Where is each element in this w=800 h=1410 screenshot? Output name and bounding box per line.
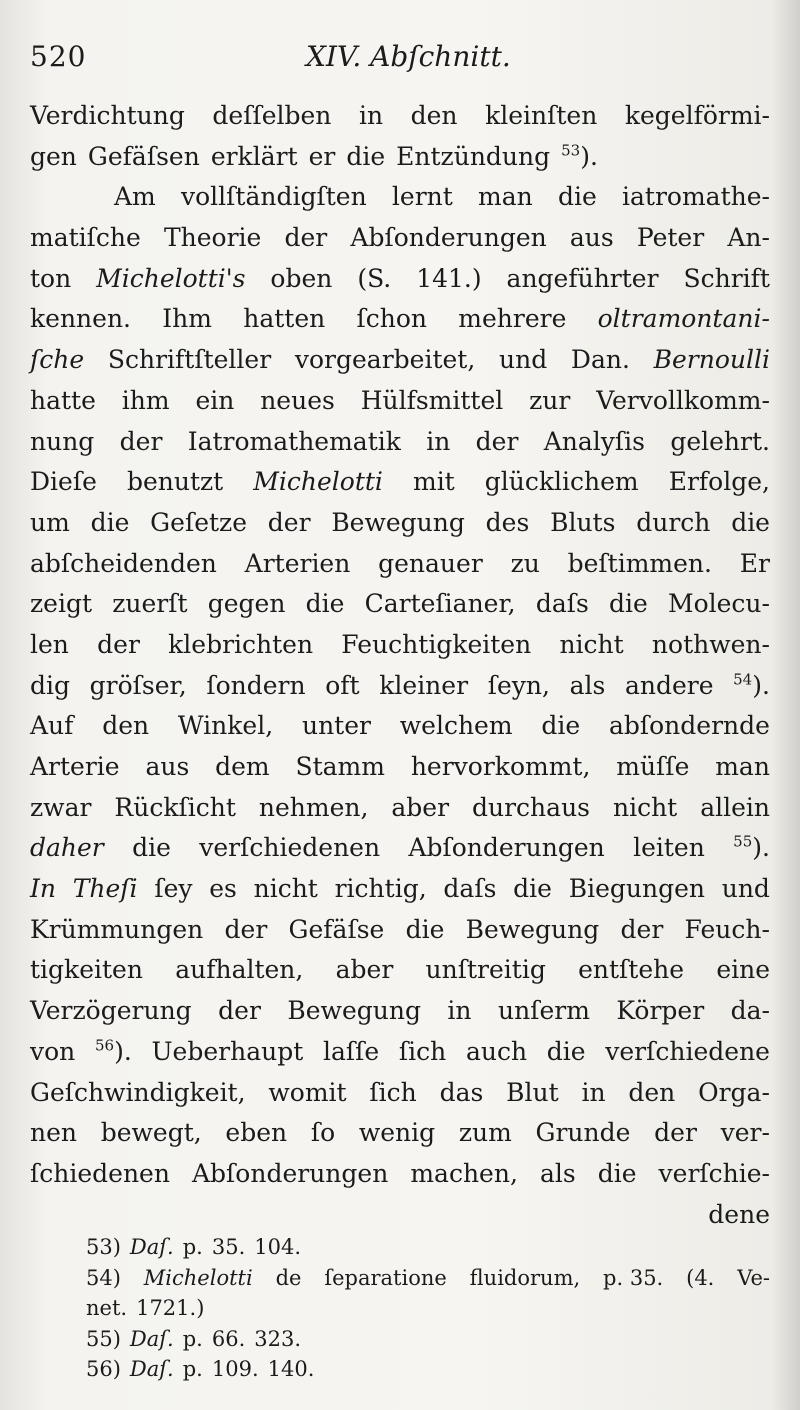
word: der — [224, 914, 268, 944]
word: die — [731, 507, 770, 537]
word: $^{53}$). — [561, 141, 598, 171]
word: oben — [270, 263, 333, 293]
word: 104. — [254, 1235, 302, 1259]
word: Bluts — [550, 507, 616, 537]
word: in — [358, 101, 384, 130]
word: in — [426, 426, 451, 456]
word: ſchiedenen — [30, 1158, 170, 1188]
footnote-line — [86, 1293, 770, 1324]
text-line — [30, 625, 770, 666]
word: Stamm — [295, 752, 385, 781]
word: daſs — [443, 874, 497, 904]
word: $^{56}$). — [94, 1036, 132, 1066]
footnote-line — [86, 1324, 770, 1355]
word: leiten — [633, 833, 705, 863]
word: Schrift — [683, 263, 770, 293]
word: Verzögerung — [30, 996, 192, 1026]
word: gelehrt. — [670, 426, 770, 456]
word: Analyſis — [543, 426, 646, 456]
word: p. 35. — [603, 1265, 664, 1290]
word: neues — [260, 385, 335, 415]
word: Theorie — [163, 223, 262, 253]
text-line — [30, 666, 770, 707]
word: Ve- — [737, 1265, 770, 1290]
word: net. — [86, 1296, 128, 1320]
word: den — [628, 1077, 676, 1107]
word: verſchiedenen — [199, 833, 381, 863]
word: laſſe — [322, 1036, 380, 1066]
text-line — [30, 137, 770, 178]
word: die — [609, 589, 648, 619]
word: die — [513, 874, 552, 904]
word: Dieſe — [30, 467, 97, 497]
word: hatte — [30, 385, 96, 415]
word: ſchon — [356, 304, 427, 334]
word: machen, — [410, 1158, 518, 1188]
word: Bewegung — [465, 914, 600, 944]
word: ſeparatione — [324, 1265, 447, 1290]
footnote-marker: 55 — [733, 833, 753, 852]
text-line — [30, 299, 770, 340]
word: ſich — [369, 1077, 417, 1107]
word: (S. — [357, 263, 392, 293]
word: ton — [30, 263, 72, 293]
footnote-number: 53) — [86, 1235, 121, 1259]
word: hatten — [243, 304, 326, 334]
page-edge-shadow — [772, 0, 800, 1410]
text-line — [30, 177, 770, 218]
text-line — [30, 869, 770, 910]
word: 323. — [254, 1326, 302, 1351]
word: Bernoulli — [653, 345, 770, 375]
word: die — [132, 833, 171, 863]
word: um — [30, 507, 70, 537]
word: der — [284, 223, 328, 253]
word: glücklichem — [484, 467, 639, 497]
word: in — [581, 1077, 606, 1107]
body-text — [30, 96, 770, 1235]
word: da- — [730, 996, 770, 1026]
word: Gefäſse — [288, 914, 385, 944]
word: daſs — [535, 589, 589, 619]
word: benutzt — [126, 467, 224, 497]
catchword — [30, 1195, 770, 1236]
word: er — [308, 141, 336, 171]
word: deſſelben — [212, 101, 332, 130]
word: nehmen, — [258, 792, 369, 822]
word: Vervollkomm- — [596, 385, 770, 415]
word: abſondernde — [608, 711, 770, 741]
word: ſo — [310, 1118, 336, 1148]
word: Schriftſteller — [107, 345, 272, 375]
word: die — [305, 589, 345, 619]
word: verſchiedene — [605, 1036, 770, 1066]
word: man — [715, 752, 770, 781]
word: ſondern — [206, 670, 306, 700]
word: aus — [569, 223, 614, 253]
word: allein — [700, 792, 770, 822]
word: unſerm — [498, 996, 590, 1026]
text-line — [30, 1113, 770, 1154]
word: bewegt, — [100, 1118, 202, 1148]
word: ver- — [720, 1118, 770, 1148]
text-line — [30, 1032, 770, 1073]
word: andere — [624, 670, 714, 700]
word: Abſonderungen — [191, 1158, 389, 1188]
word: und — [499, 345, 548, 375]
word: nung — [30, 426, 95, 456]
word: vollſtändigſten — [181, 182, 367, 212]
word: ihm — [121, 385, 170, 415]
word: Carteſianer, — [364, 589, 516, 619]
word: Iatromathematik — [187, 426, 401, 456]
word: matiſche — [30, 223, 141, 253]
word: zu — [510, 548, 540, 578]
word: oft — [325, 670, 360, 700]
word: ſche — [30, 345, 85, 375]
word: Am — [114, 182, 156, 212]
text-line — [30, 1073, 770, 1114]
word: eine — [716, 955, 770, 985]
word: Michelotti's — [96, 263, 246, 293]
word: vorgearbeitet, — [294, 345, 476, 375]
text-line — [30, 747, 770, 788]
word: der — [620, 914, 664, 944]
word: lernt — [391, 182, 453, 212]
word: kennen. — [30, 304, 131, 334]
word: klebrichten — [168, 629, 314, 659]
word: 66. — [211, 1326, 246, 1351]
word: kleinſten — [485, 101, 598, 130]
footnote-marker: 54 — [733, 670, 753, 689]
word: ſey — [154, 874, 193, 904]
word: Orga- — [698, 1077, 770, 1107]
word: nen — [30, 1118, 77, 1148]
running-head: XIV. Abſchnitt. — [306, 40, 511, 73]
word: Erfolge, — [668, 467, 770, 497]
word: Winkel, — [177, 711, 274, 741]
word: die — [90, 507, 130, 537]
word: und — [721, 874, 770, 904]
word: verſchie- — [658, 1158, 770, 1188]
word: es — [209, 874, 237, 904]
word: nothwen- — [651, 629, 770, 659]
word: ſeyn, — [487, 670, 550, 700]
word: Grunde — [535, 1118, 631, 1148]
word: iatromathe- — [622, 182, 770, 212]
text-line — [30, 788, 770, 829]
word: als — [569, 670, 606, 700]
word: p. — [182, 1357, 203, 1381]
footnote-number: 55) — [86, 1326, 121, 1351]
word: als — [539, 1158, 576, 1188]
word: ein — [195, 385, 235, 415]
word: fluidorum, — [469, 1265, 581, 1290]
word: dem — [215, 752, 270, 781]
word: ſich — [398, 1036, 447, 1066]
word: gröſser, — [89, 670, 187, 700]
word: der — [475, 426, 519, 456]
word: Peter — [636, 223, 705, 253]
word: richtig, — [334, 874, 427, 904]
word: Körper — [616, 996, 705, 1026]
text-line — [30, 1154, 770, 1195]
word: Arterie — [30, 752, 120, 781]
word: kleiner — [379, 670, 469, 700]
word: die — [541, 711, 581, 741]
text-line — [30, 991, 770, 1032]
word: aber — [391, 792, 450, 822]
word: 35. — [211, 1235, 246, 1259]
word: die — [346, 141, 386, 171]
word: Abſonderungen — [408, 833, 605, 863]
word: welchem — [399, 711, 513, 741]
word: Feuch- — [684, 914, 770, 944]
word: Daſ. — [129, 1235, 174, 1259]
text-line — [30, 422, 770, 463]
footnote-line — [86, 1263, 770, 1294]
word: müſſe — [616, 752, 690, 781]
word: zur — [529, 385, 571, 415]
word: $^{54}$). — [733, 670, 770, 700]
word: aber — [335, 955, 394, 985]
word: die — [405, 914, 445, 944]
word: durch — [636, 507, 711, 537]
word: des — [485, 507, 530, 537]
word: 140. — [267, 1357, 315, 1381]
text-line — [30, 259, 770, 300]
word: unſtreitig — [425, 955, 546, 985]
word: Daſ. — [129, 1326, 174, 1351]
word: Theſi — [72, 874, 138, 904]
word: der — [97, 629, 140, 659]
word: der — [119, 426, 163, 456]
word: dig — [30, 670, 71, 700]
word: das — [439, 1077, 484, 1107]
word: Krümmungen — [30, 914, 204, 944]
word: zum — [458, 1118, 512, 1148]
word: entſtehe — [578, 955, 685, 985]
word: In — [30, 874, 56, 904]
word: 141.) — [416, 263, 482, 293]
word: der — [218, 996, 261, 1026]
text-line — [30, 462, 770, 503]
page-number: 520 — [30, 40, 87, 73]
word: gen — [30, 141, 77, 171]
word: angeführter — [506, 263, 659, 293]
word: Hülfsmittel — [360, 385, 504, 415]
word: Blut — [506, 1077, 559, 1107]
word: 1721.) — [136, 1296, 205, 1320]
word: durchaus — [472, 792, 590, 822]
word: die — [546, 1036, 586, 1066]
word: p. — [182, 1235, 203, 1259]
word: aus — [145, 752, 190, 781]
word: die — [597, 1158, 637, 1188]
word: auch — [465, 1036, 528, 1066]
footnote-marker: 53 — [561, 141, 581, 160]
word: Michelotti — [143, 1265, 253, 1290]
word: Michelotti — [253, 467, 383, 497]
word: nicht — [559, 629, 624, 659]
word: hervorkommt, — [410, 752, 591, 781]
word: den — [102, 711, 150, 741]
word: aufhalten, — [175, 955, 304, 985]
word: zwar — [30, 792, 92, 822]
footnote-line — [86, 1354, 770, 1385]
word: wenig — [358, 1118, 436, 1148]
word: daher — [30, 833, 104, 863]
word: der — [267, 507, 311, 537]
word: Entzündung — [396, 141, 551, 171]
footnote-line — [86, 1232, 770, 1263]
word: beſtimmen. — [567, 548, 712, 578]
word: Geſchwindigkeit, — [30, 1077, 246, 1107]
word: man — [478, 182, 533, 212]
word: Molecu- — [667, 589, 770, 619]
word: Abſonderungen — [350, 223, 547, 253]
text-line — [30, 503, 770, 544]
word: gegen — [207, 589, 286, 619]
word: der — [654, 1118, 697, 1148]
word: Arterien — [244, 548, 351, 578]
word: zeigt — [30, 589, 93, 619]
word: Biegungen — [568, 874, 705, 904]
footnote-marker: 56 — [94, 1036, 115, 1055]
word: Gefäſsen — [87, 141, 200, 171]
word: Bewegung — [287, 996, 421, 1026]
word: Feuchtigkeiten — [341, 629, 532, 659]
word: zuerſt — [112, 589, 188, 619]
word: Daſ. — [129, 1357, 174, 1381]
word: nicht — [612, 792, 678, 822]
text-line — [30, 96, 770, 137]
footnote-number: 54) — [86, 1265, 121, 1290]
text-line — [30, 828, 770, 869]
text-line — [30, 950, 770, 991]
word: eben — [225, 1118, 288, 1148]
word: erklärt — [210, 141, 298, 171]
word: tigkeiten — [30, 955, 143, 985]
word: Auf — [30, 711, 74, 741]
text-line — [30, 544, 770, 585]
word: Geſetze — [150, 507, 247, 537]
text-line — [30, 218, 770, 259]
word: Dan. — [570, 345, 630, 375]
word: Er — [739, 548, 770, 578]
word: womit — [268, 1077, 347, 1107]
word: die — [557, 182, 597, 212]
word: Ueberhaupt — [151, 1036, 304, 1066]
word: den — [410, 101, 458, 130]
word: nicht — [253, 874, 318, 904]
word: len — [30, 629, 69, 659]
word: unter — [301, 711, 371, 741]
text-line — [30, 910, 770, 951]
word: kegelförmi- — [624, 101, 770, 130]
word: abſcheidenden — [30, 548, 217, 578]
word: von — [30, 1036, 76, 1066]
word: (4. — [686, 1265, 715, 1290]
text-line — [30, 340, 770, 381]
word: in — [447, 996, 472, 1026]
word: de — [275, 1265, 302, 1290]
word: mehrere — [458, 304, 567, 334]
footnotes — [86, 1232, 770, 1385]
word: Verdichtung — [30, 101, 185, 130]
word: Ihm — [162, 304, 212, 334]
word: p. — [182, 1326, 203, 1351]
page-header — [24, 28, 776, 78]
word: genauer — [378, 548, 483, 578]
word: 109. — [211, 1357, 259, 1381]
word: Bewegung — [331, 507, 465, 537]
word: Rückſicht — [114, 792, 236, 822]
text-line — [30, 706, 770, 747]
word: dene — [708, 1199, 770, 1229]
footnote-number: 56) — [86, 1357, 121, 1381]
word: An- — [727, 223, 770, 253]
text-line — [30, 381, 770, 422]
word: $^{55}$). — [733, 833, 770, 863]
text-line — [30, 584, 770, 625]
word: mit — [412, 467, 455, 497]
word: oltramontani- — [597, 304, 770, 334]
